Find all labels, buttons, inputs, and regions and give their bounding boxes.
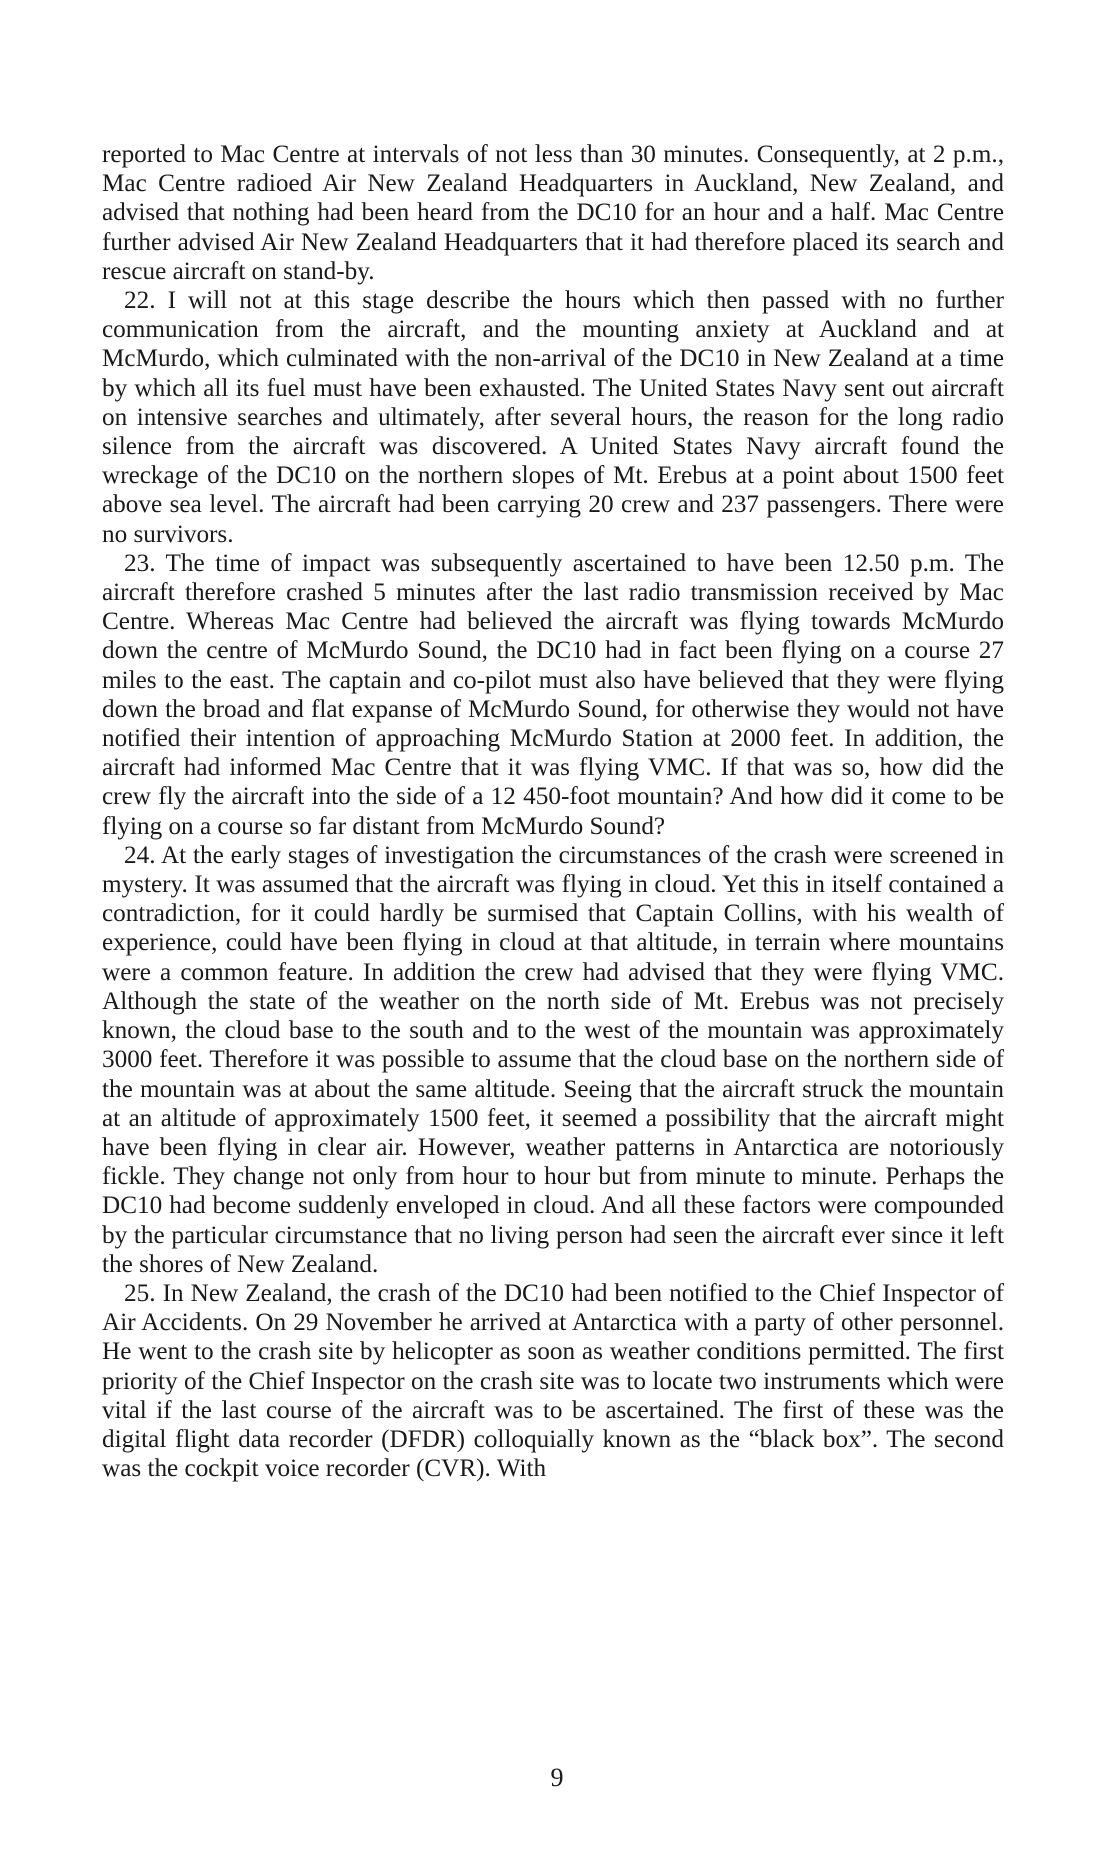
paragraph-24: 24. At the early stages of investigation the circumstances of the crash were screened in mystery. It was assumed that the aircraft was flying in cloud. Yet this in itself contained a contradiction, for it could hardly be surmised that Captain Collins, with his wealth of experience, could have been flying in cloud at that altitude, in terrain where mountains were a common feature. In addition the crew had advised that they were flying VMC. Although the state of the weather on the north side of Mt. Erebus was not precisely known, the cloud base to the south and to the west of the mountain was approximately 3000 feet. Therefore it was possible to assume that the cloud base on the northern side of the mountain was at about the same altitude. Seeing that the aircraft struck the mountain at an altitude of approximately 1500 feet, it seemed a possibility that the aircraft might have been flying in clear air. However, weather patterns in Antarctica are notoriously fickle. They change not only from hour to hour but from minute to minute. Perhaps the DC10 had become suddenly enveloped in cloud. And all these factors were compounded by the particular circumstance that no living person had seen the aircraft ever since it left the shores of New Zealand. <box>102 841 1004 1278</box>
paragraph-25: 25. In New Zealand, the crash of the DC10 had been notified to the Chief Inspector of Air Accidents. On 29 November he arrived at Antarctica with a party of other personnel. He went to the crash site by helicopter as soon as weather conditions permitted. The first priority of the Chief Inspector on the crash site was to locate two instruments which were vital if the last course of the aircraft was to be ascertained. The first of these was the digital flight data recorder (DFDR) colloquially known as the “black box”. The second was the cockpit voice recorder (CVR). With <box>102 1279 1004 1483</box>
document-page <box>102 140 1004 1483</box>
paragraph-22: 22. I will not at this stage describe the hours which then passed with no further communication from the aircraft, and the mounting anxiety at Auckland and at McMurdo, which culminated with the non-arrival of the DC10 in New Zealand at a time by which all its fuel must have been exhausted. The United States Navy sent out aircraft on intensive searches and ultimately, after several hours, the reason for the long radio silence from the aircraft was discovered. A United States Navy aircraft found the wreckage of the DC10 on the northern slopes of Mt. Erebus at a point about 1500 feet above sea level. The aircraft had been carrying 20 crew and 237 passengers. There were no survivors. <box>102 287 1004 548</box>
page-number: 9 <box>550 1763 564 1792</box>
paragraph-continued: reported to Mac Centre at intervals of not less than 30 minutes. Consequently, at 2 p.m., Mac Centre radioed Air New Zealand Headquarters in Auckland, New Zealand, and advised that nothing had been heard from the DC10 for an hour and a half. Mac Centre further advised Air New Zealand Headquarters that it had therefore placed its search and rescue aircraft on stand-by. <box>102 141 1004 285</box>
paragraph-23: 23. The time of impact was subsequently ascertained to have been 12.50 p.m. The aircraft therefore crashed 5 minutes after the last radio transmission received by Mac Centre. Whereas Mac Centre had believed the aircraft was flying towards McMurdo down the centre of McMurdo Sound, the DC10 had in fact been flying on a course 27 miles to the east. The captain and co-pilot must also have believed that they were flying down the broad and flat expanse of McMurdo Sound, for otherwise they would not have notified their intention of approaching McMurdo Station at 2000 feet. In addition, the aircraft had informed Mac Centre that it was flying VMC. If that was so, how did the crew fly the aircraft into the side of a 12 450-foot mountain? And how did it come to be flying on a course so far distant from McMurdo Sound? <box>102 549 1004 840</box>
